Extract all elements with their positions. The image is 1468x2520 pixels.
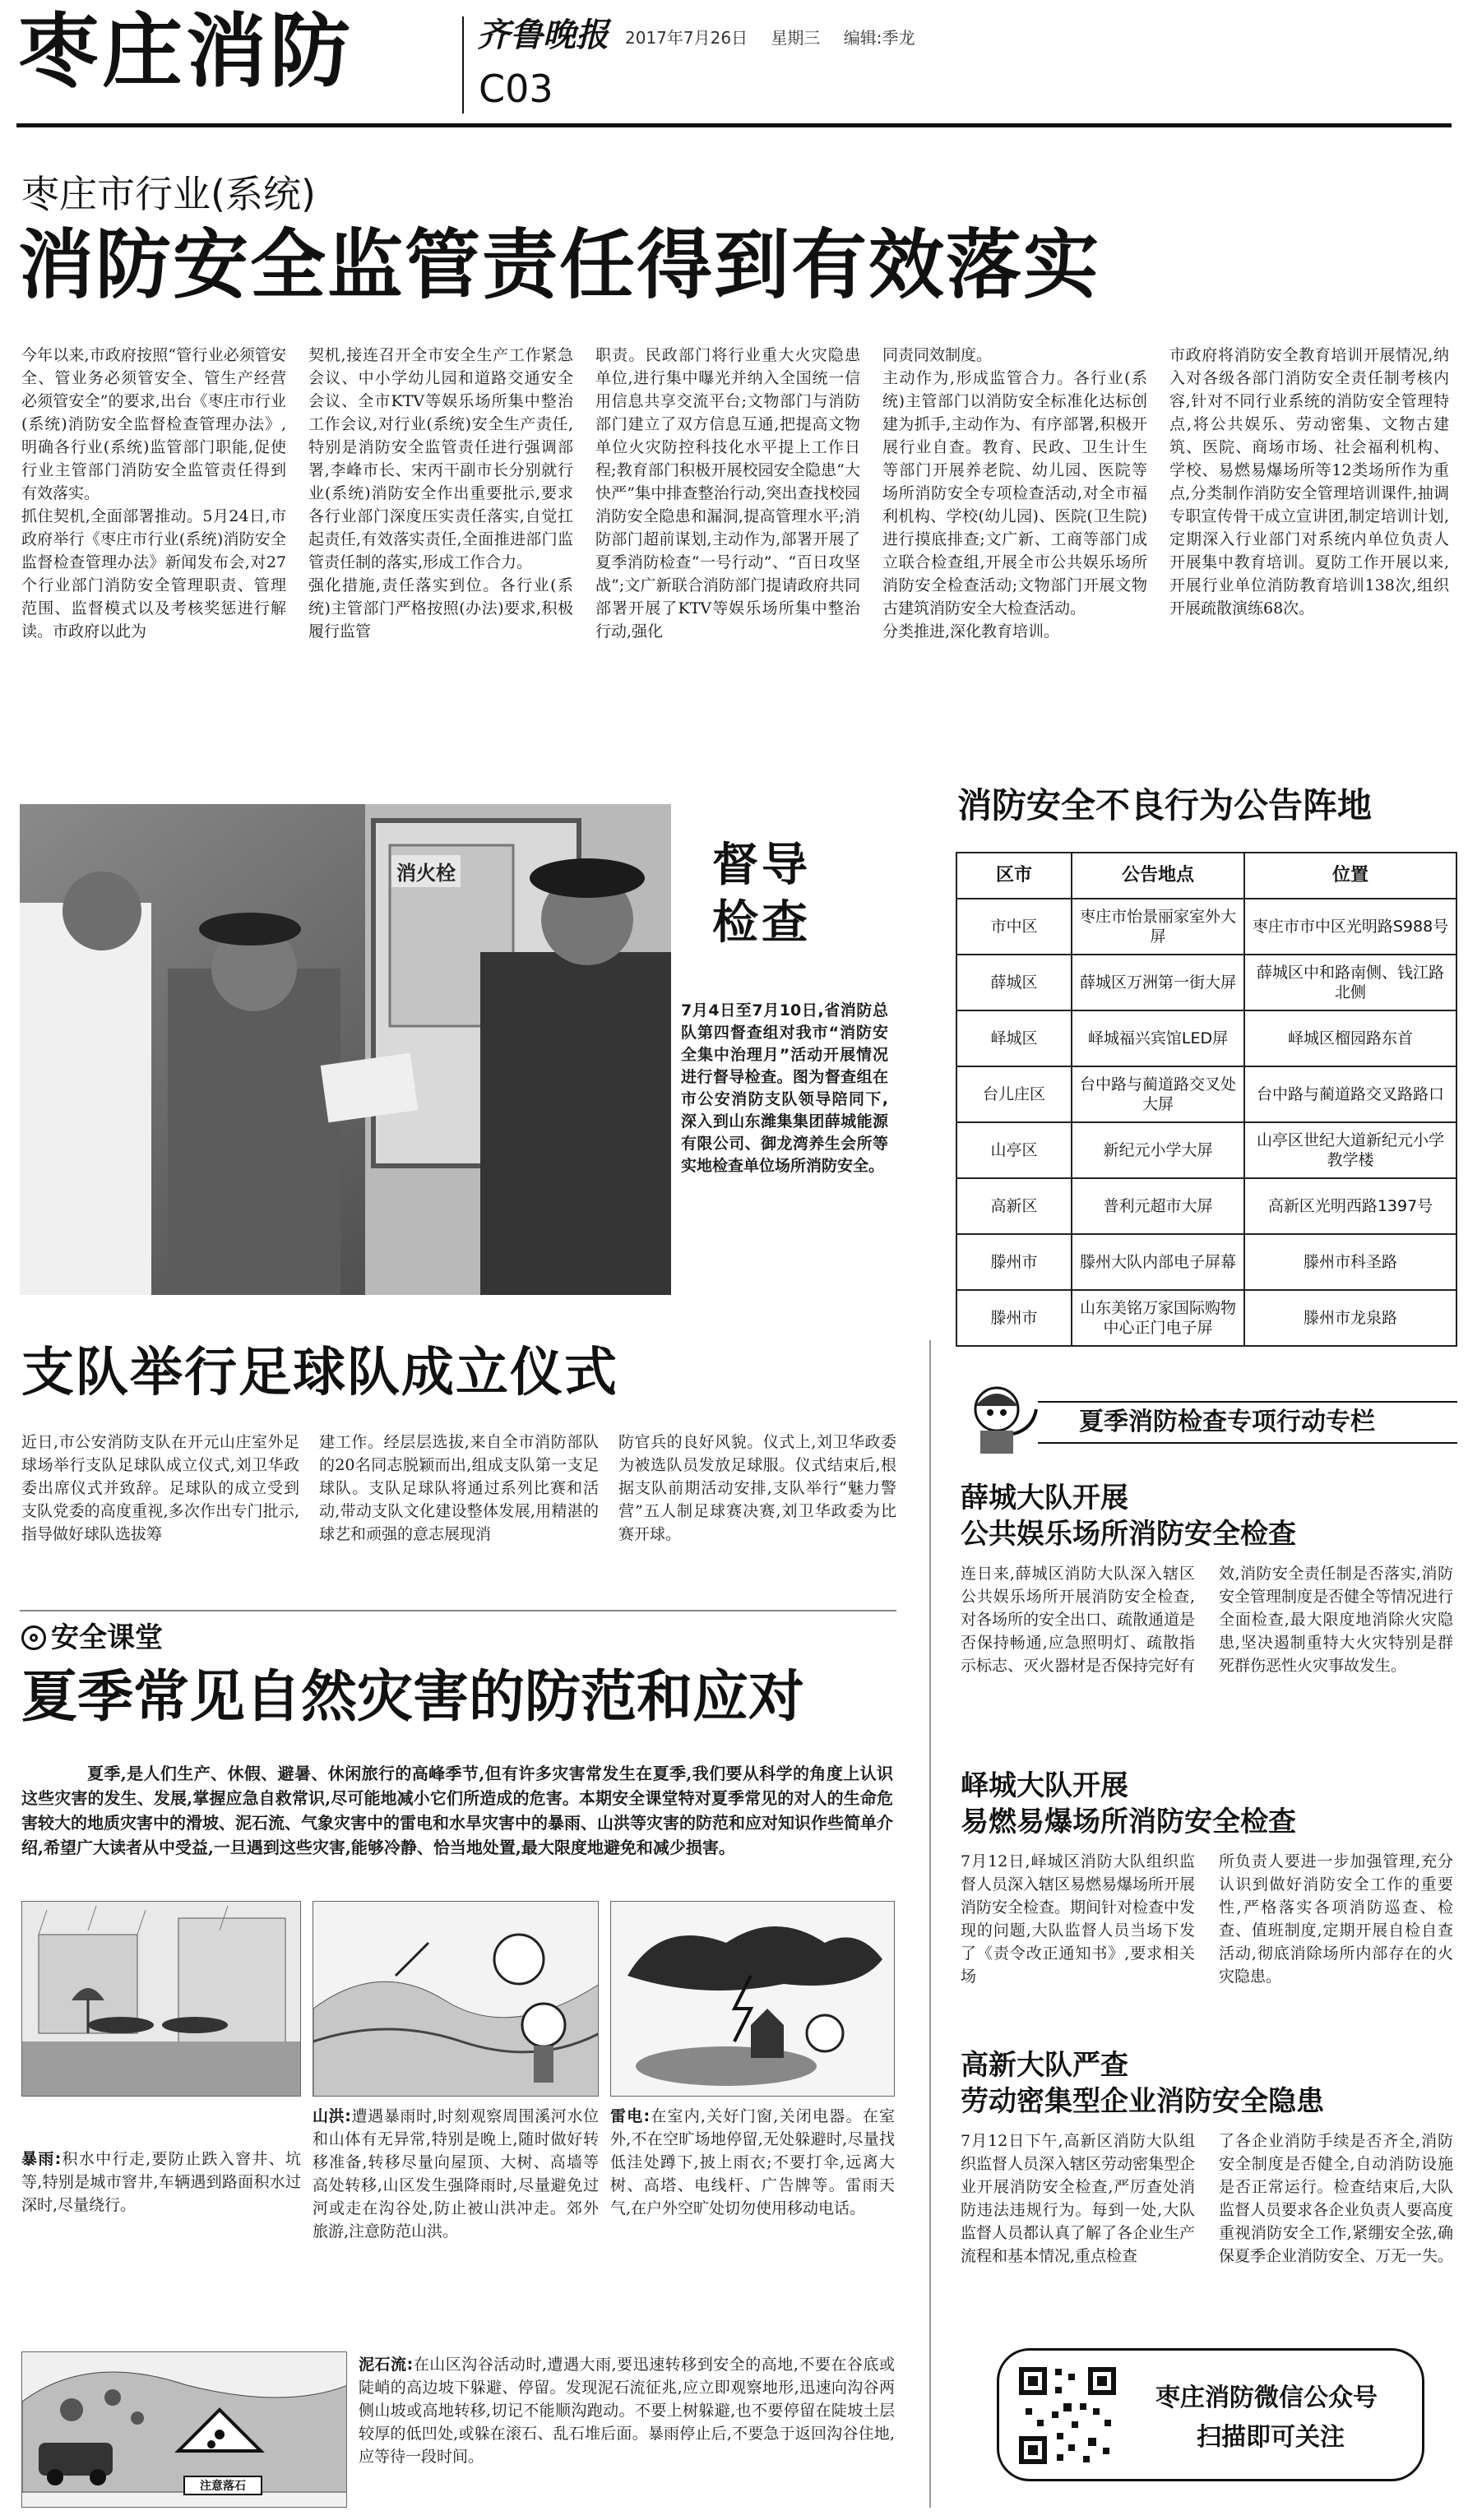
rain-label: 暴雨: [21, 2150, 62, 2168]
cell-district: 滕州市 [956, 1234, 1072, 1290]
football-rule [20, 1610, 896, 1611]
notice-table [956, 852, 1457, 1347]
masthead-rule [16, 123, 1452, 127]
cell-district: 台儿庄区 [956, 1066, 1072, 1122]
cell-district: 滕州市 [956, 1290, 1072, 1346]
table-row [956, 1122, 1456, 1178]
table-row [956, 1234, 1456, 1290]
page-number: C03 [479, 67, 553, 111]
editor-credit: 编辑:季龙 [843, 28, 915, 48]
issue-date: 2017年7月26日 [625, 28, 748, 48]
rain-scene [22, 1902, 301, 2097]
wechat-box [997, 2348, 1424, 2481]
article3-col-left: 7月12日下午,高新区消防大队组织监督人员深入辖区劳动密集型企业开展消防安全检查,严厉查处消防违法违规行为。每到一处,大队监督人员都认真了解了各企业生产流程和基本情况,重点检查 [961, 2132, 1196, 2265]
cell-location: 薛城区万洲第一街大屏 [1072, 955, 1244, 1010]
masthead-title: 枣庄消防 [18, 5, 354, 99]
article2-col-right: 所负责人要进一步加强管理,充分认识到做好消防安全工作的重要性,严格落实各项消防巡查、检查、值班制度,定期开展自检自查活动,彻底消除场所内部存在的火灾隐患。 [1219, 1852, 1453, 1986]
lead-kicker: 枣庄市行业(系统) [21, 172, 316, 216]
cell-district: 市中区 [956, 899, 1072, 955]
lead-headline: 消防安全监管责任得到有效落实 [18, 221, 1101, 309]
debris-label: 泥石流: [359, 2356, 414, 2374]
debris-advice [359, 2353, 895, 2468]
debris-text: 在山区沟谷活动时,遭遇大雨,要迅速转移到安全的高地,不要在谷底或陡峭的高边坡下躲避、停留。发现泥石流征兆,应立即观察地形,迅速向沟谷两侧山坡或高地转移,切记不能顺沟跑动。不要上树躲避,也不要停留在陡坡土层较厚的低凹处,或躲在滚石、乱石堆后面。暴雨停止后,不要急于返回沟谷住地,应等待一段时间。 [359, 2356, 895, 2466]
column-banner-title: 夏季消防检查专项行动专栏 [1079, 1408, 1375, 1436]
right-column-divider [929, 1340, 931, 2508]
table-row [956, 1066, 1456, 1122]
lead-column-3: 职责。民政部门将行业重大火灾隐患单位,进行集中曝光并纳入全国统一信用信息共享交流平台;文物部门与消防部门建立了双方信息互通,把提高文物单位火灾防控科技化水平提上工作日程;教育部门积极开展校园安全隐患“大快严”集中排查整治行动,突出查找校园消防安全隐患和漏洞,提高管理水平;消防部门超前谋划,主动作为,部署开展了夏季消防检查“一号行动”、“百日攻坚战”;文广新联合消防部门提请政府共同部署开展了KTV等娱乐场所集中整治行动,强化 [595, 346, 860, 640]
cell-position: 滕州市科圣路 [1244, 1234, 1456, 1290]
cell-district: 高新区 [956, 1178, 1072, 1234]
cell-position: 山亭区世纪大道新纪元小学教学楼 [1244, 1122, 1456, 1178]
safety-class-label: 安全课堂 [51, 1621, 163, 1654]
thunder-scene [611, 1902, 895, 2097]
inspection-photo-art [20, 804, 671, 1295]
notice-board [956, 852, 1457, 1347]
lead-column-4: 同责同效制度。 主动作为,形成监管合力。各行业(系统)主管部门以消防安全标准化达标创建为抓手,主动作为、有序部署,积极开展行业自查。教育、民政、卫生计生等部门开展养老院、幼儿园、医院等场所消防安全专项检查活动,对全市福利机构、学校(幼儿园)、医院(卫生院)进行摸底排查;文广新、工商等部门成立联合检查组,开展全市公共娱乐场所消防安全检查活动;文物部门开展文物古建筑消防安全大检查活动。 分类推进,深化教育培训。 [882, 346, 1147, 640]
wechat-line-1: 枣庄消防微信公众号 [1155, 2384, 1378, 2412]
masthead-divider [462, 16, 464, 113]
article3-col-right: 了各企业消防手续是否齐全,消防安全制度是否健全,自动消防设施是否正常运行。检查结束后,大队监督人员要求各企业负责人要高度重视消防安全工作,紧绷安全弦,确保夏季企业消防安全、万无一失。 [1219, 2132, 1454, 2265]
cell-location: 普利元超市大屏 [1072, 1178, 1244, 1234]
flood-label: 山洪: [313, 2107, 351, 2125]
article2-title: 峄城大队开展 易燃易爆场所消防安全检查 [961, 1769, 1296, 1838]
masthead-info [625, 25, 915, 49]
cell-position: 台中路与蔺道路交叉路路口 [1244, 1066, 1456, 1122]
cell-location: 山东美铭万家国际购物中心正门电子屏 [1072, 1290, 1244, 1346]
cell-position: 峄城区榴园路东首 [1244, 1010, 1456, 1066]
cell-location: 新纪元小学大屏 [1072, 1122, 1244, 1178]
inspection-photo [20, 804, 671, 1295]
firefighter-mascot-icon [956, 1376, 1038, 1459]
table-row [956, 899, 1456, 955]
football-column-2: 建工作。经层层选拔,来自全市消防部队的20名同志脱颖而出,组成支队第一支足球队。支队足球队将通过系列比赛和活动,带动支队文化建设整体发展,用精湛的球艺和顽强的意志展现消 [319, 1433, 599, 1543]
cell-position: 薛城区中和路南侧、钱江路北侧 [1244, 955, 1456, 1010]
target-icon [21, 1625, 46, 1650]
column-banner [956, 1391, 1457, 1452]
football-column-3: 防官兵的良好风貌。仪式上,刘卫华政委为被选队员发放足球服。仪式结束后,根据支队前期活动安排,支队举行“魅力警营”五人制足球赛决赛,刘卫华政委为比赛开球。 [618, 1433, 896, 1543]
article1-col-right: 效,消防安全责任制是否落实,消防安全管理制度是否健全等情况进行全面检查,最大限度地消除火灾隐患,坚决遏制重特大火灾特别是群死群伤恶性火灾事故发生。 [1219, 1565, 1454, 1675]
flood-illustration [313, 1901, 599, 2097]
table-row [956, 1290, 1456, 1346]
thunder-advice [610, 2105, 895, 2220]
photo-feature-caption: 7月4日至7月10日,省消防总队第四督查组对我市“消防安全集中治理月”活动开展情况进行督导检查。图为督查组在市公安消防支队领导陪同下,深入到山东潍集集团薛城能源有限公司、御龙湾养生会所等实地检查单位场所消防安全。 [681, 1001, 888, 1175]
cabinet-label: 消火栓 [391, 855, 461, 887]
article3-title: 高新大队严查 劳动密集型企业消防安全隐患 [961, 2049, 1324, 2118]
thunder-label: 雷电: [610, 2107, 651, 2125]
safety-class-intro: 夏季,是人们生产、休假、避暑、休闲旅行的高峰季节,但有许多灾害常发生在夏季,我们要从科学的角度上认识这些灾害的发生、发展,掌握应急自救常识,尽可能地减小它们所造成的危害。本期安全课堂特对夏季常见的对人的生命危害较大的地质灾害中的滑坡、泥石流、气象灾害中的雷电和水旱灾害中的暴雨、山洪等灾害的防范和应对知识作些简单介绍,希望广大读者从中受益,一旦遇到这些灾害,能够冷静、恰当地处置,最大限度地避免和减少损害。 [21, 1764, 893, 1857]
table-row [956, 1178, 1456, 1234]
article1-title: 薛城大队开展 公共娱乐场所消防安全检查 [961, 1482, 1296, 1551]
safety-class-tag [21, 1620, 163, 1656]
cell-location: 台中路与蔺道路交叉处大屏 [1072, 1066, 1244, 1122]
article2-col-left: 7月12日,峄城区消防大队组织监督人员深入辖区易燃易爆场所开展消防安全检查。期间针对检查中发现的问题,大队监督人员当场下发了《责令改正通知书》,要求相关场 [961, 1852, 1196, 1986]
flood-advice [313, 2105, 599, 2243]
notice-table-header [956, 853, 1456, 899]
notice-board-title: 消防安全不良行为公告阵地 [957, 785, 1373, 825]
thunder-illustration [610, 1901, 895, 2097]
cell-location: 滕州大队内部电子屏幕 [1072, 1234, 1244, 1290]
header-district: 区市 [956, 853, 1072, 899]
table-row [956, 955, 1456, 1010]
cell-district: 峄城区 [956, 1010, 1072, 1066]
wechat-line-2: 扫描即可关注 [1197, 2423, 1345, 2452]
safety-class-headline: 夏季常见自然灾害的防范和应对 [21, 1665, 805, 1730]
photo-feature-title: 督导检查 [712, 839, 811, 950]
photo-feature-panel [673, 804, 895, 1297]
rain-text: 积水中行走,要防止跌入窨井、坑等,特别是城市窨井,车辆遇到路面积水过深时,尽量绕行。 [21, 2150, 301, 2214]
header-position: 位置 [1244, 853, 1456, 899]
lead-column-5: 市政府将消防安全教育培训开展情况,纳入对各级各部门消防安全责任制考核内容,针对不同行业系统的消防安全管理特点,将公共娱乐、劳动密集、文物古建筑、医院、商场市场、社会福利机构、学校、易燃易爆场所等12类场所作为重点,分类制作消防安全管理培训课件,抽调专职宣传骨干成立宣讲团,制定培训计划,定期深入行业部门对系统内单位负责人开展集中教育培训。夏防工作开展以来,开展行业单位消防教育培训138次,组织开展疏散演练68次。 [1169, 346, 1449, 617]
cell-position: 滕州市龙泉路 [1244, 1290, 1456, 1346]
header-location: 公告地点 [1072, 853, 1244, 899]
article1-col-left: 连日来,薛城区消防大队深入辖区公共娱乐场所开展消防安全检查,对各场所的安全出口、疏散通道是否保持畅通,应急照明灯、疏散指示标志、灭火器材是否保持完好有 [961, 1565, 1196, 1675]
cell-location: 峄城福兴宾馆LED屏 [1072, 1010, 1244, 1066]
football-column-1: 近日,市公安消防支队在开元山庄室外足球场举行支队足球队成立仪式,刘卫华政委出席仪式并致辞。足球队的成立受到支队党委的高度重视,多次作出专门批示,指导做好球队选拔筹 [21, 1433, 299, 1543]
debris-illustration [21, 2351, 347, 2508]
lead-column-2: 契机,接连召开全市安全生产工作紧急会议、中小学幼儿园和道路交通安全会议、全市KTV等娱乐场所集中整治工作会议,对行业(系统)安全生产责任,特别是消防安全监管责任进行强调部署,李峰市长、宋丙干副市长分别就行业(系统)消防安全作出重要批示,要求各行业部门深度压实责任落实,自觉扛起责任,有效落实责任,全面推进部门监管责任制的落实,形成工作合力。 强化措施,责任落实到位。各行业(系统)主管部门严格按照(办法)要求,积极履行监管 [308, 346, 573, 640]
qr-code-icon[interactable] [1014, 2362, 1121, 2469]
newspaper-name: 齐鲁晚报 [477, 16, 609, 54]
football-headline: 支队举行足球队成立仪式 [21, 1343, 618, 1403]
thunder-text: 在室内,关好门窗,关闭电器。在室外,不在空旷场地停留,无处躲避时,尽量找低洼处蹲下,披上雨衣;不要打伞,远离大树、高塔、电线杆、广告牌等。雷雨天气,在户外空旷处切勿使用移动电话。 [610, 2107, 895, 2217]
issue-weekday: 星期三 [771, 28, 821, 48]
cell-district: 薛城区 [956, 955, 1072, 1010]
table-row [956, 1010, 1456, 1066]
rain-advice [21, 2148, 301, 2217]
flood-text: 遭遇暴雨时,时刻观察周围溪河水位和山体有无异常,特别是晚上,随时做好转移准备,转移尽量向屋顶、大树、高墙等高处转移,山区发生强降雨时,尽量避免过河或走在沟谷处,防止被山洪冲走。郊外旅游,注意防范山洪。 [313, 2107, 599, 2240]
cell-district: 山亭区 [956, 1122, 1072, 1178]
rain-illustration [21, 1901, 301, 2097]
falling-rock-sign: 注意落石 [183, 2476, 262, 2495]
cell-position: 高新区光明西路1397号 [1244, 1178, 1456, 1234]
flood-scene [313, 1902, 599, 2097]
cell-location: 枣庄市怡景丽家室外大屏 [1072, 899, 1244, 955]
cell-position: 枣庄市市中区光明路S988号 [1244, 899, 1456, 955]
lead-column-1: 今年以来,市政府按照“管行业必须管安全、管业务必须管安全、管生产经营必须管安全”的要求,出台《枣庄市行业(系统)消防安全监督检查管理办法》,明确各行业(系统)监管部门职能,促使行业主管部门消防安全监管责任得到有效落实。 抓住契机,全面部署推动。5月24日,市政府举行《枣庄市行业(系统)消防安全监督检查管理办法》新闻发布会,对27个行业部门消防安全管理职责、管理范围、监督模式以及考核奖惩进行解读。市政府以此为 [21, 346, 286, 640]
